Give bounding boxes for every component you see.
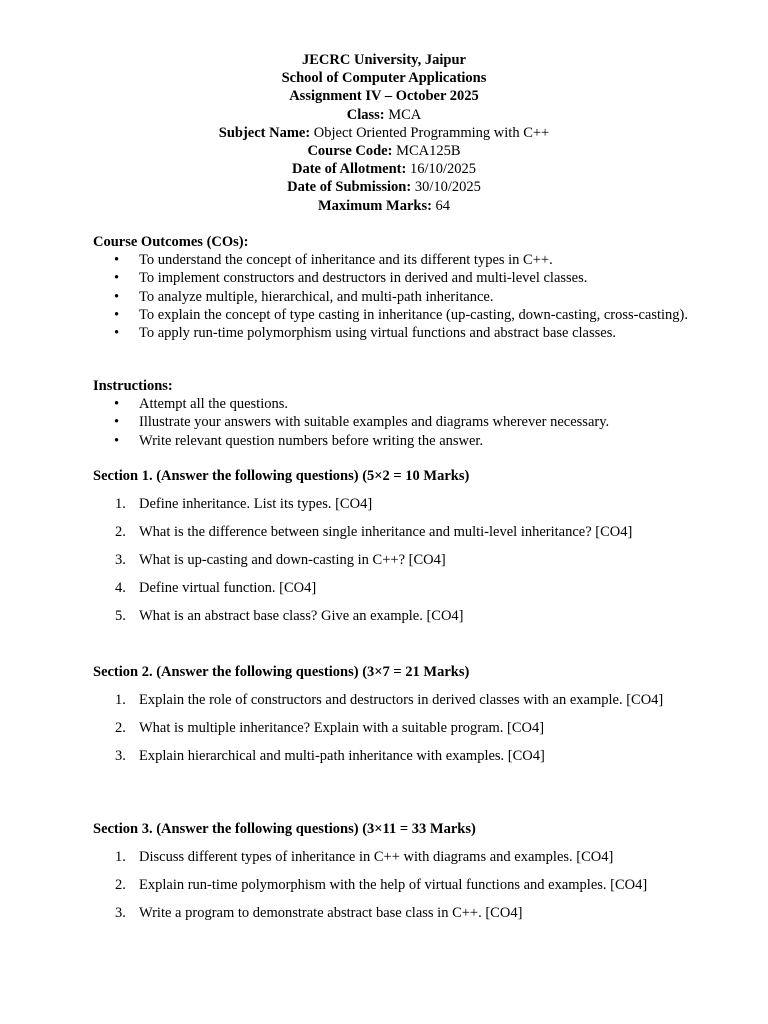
course-outcomes-list: [93, 251, 693, 342]
list-item-text: Attempt all the questions.: [139, 396, 289, 413]
question-number: 1.: [115, 849, 126, 866]
class-label: Class:: [346, 106, 385, 123]
submission-value: 30/10/2025: [411, 179, 481, 196]
question-number: 4.: [115, 580, 126, 597]
document-header: [0, 51, 768, 215]
question-text: Define virtual function. [CO4]: [139, 580, 317, 597]
list-item-text: To explain the concept of type casting in inheritance (up-casting, down-casting, cross-casting).: [139, 306, 689, 323]
question-text: Define inheritance. List its types. [CO4]: [139, 496, 373, 513]
question-text: Explain the role of constructors and destructors in derived classes with an example. [CO4]: [139, 692, 664, 709]
section-heading: Section 1. (Answer the following questions) (5×2 = 10 Marks): [93, 468, 470, 484]
list-item: [93, 288, 693, 306]
question-number: 2.: [115, 877, 126, 894]
bullet: •: [114, 432, 120, 449]
bullet: •: [114, 396, 120, 413]
question-text: Explain hierarchical and multi-path inheritance with examples. [CO4]: [139, 748, 545, 765]
question-number: 3.: [115, 748, 126, 765]
question-item: [93, 607, 693, 625]
subject-label: Subject Name:: [218, 124, 311, 141]
list-item: [93, 395, 693, 413]
section-1: [93, 467, 693, 625]
question-item: [93, 579, 693, 597]
question-number: 2.: [115, 524, 126, 541]
max-marks-value: 64: [431, 197, 451, 214]
section-heading: Section 2. (Answer the following questions) (3×7 = 21 Marks): [93, 664, 470, 680]
bullet: •: [114, 288, 120, 305]
instructions-heading: Instructions:: [93, 378, 173, 394]
question-number: 3.: [115, 905, 126, 922]
course-outcomes: [93, 233, 693, 342]
list-item: [93, 306, 693, 324]
school-name: School of Computer Applications: [281, 70, 487, 87]
list-item-text: To understand the concept of inheritance and its different types in C++.: [139, 252, 553, 269]
list-item: [93, 432, 693, 450]
allotment-value: 16/10/2025: [406, 161, 477, 178]
question-number: 1.: [115, 496, 126, 513]
question-item: [93, 691, 693, 709]
question-text: What is multiple inheritance? Explain with a suitable program. [CO4]: [139, 720, 545, 737]
instructions: [93, 377, 693, 450]
list-item: [93, 324, 693, 342]
question-text: Explain run-time polymorphism with the help of virtual functions and examples. [CO4]: [139, 877, 648, 894]
question-item: [93, 495, 693, 513]
list-item-text: To analyze multiple, hierarchical, and multi-path inheritance.: [139, 288, 494, 305]
bullet: •: [114, 325, 120, 342]
list-item: [93, 413, 693, 431]
subject-value: Object Oriented Programming with C++: [310, 124, 550, 141]
bullet: •: [114, 270, 120, 287]
question-item: [93, 523, 693, 541]
section-heading: Section 3. (Answer the following questions) (3×11 = 33 Marks): [93, 821, 476, 837]
question-number: 2.: [115, 720, 126, 737]
question-number: 5.: [115, 608, 126, 625]
bullet: •: [114, 414, 120, 431]
list-item-text: Write relevant question numbers before writing the answer.: [139, 432, 484, 449]
university-name: JECRC University, Jaipur: [302, 52, 466, 68]
question-text: What is an abstract base class? Give an example. [CO4]: [139, 608, 464, 625]
submission-label: Date of Submission:: [287, 179, 412, 196]
question-list: [93, 495, 693, 625]
course-code-label: Course Code:: [307, 142, 393, 159]
class-value: MCA: [384, 106, 422, 123]
allotment-line: [0, 160, 768, 178]
section-3: [93, 820, 693, 922]
max-marks-label: Maximum Marks:: [317, 197, 432, 214]
course-outcomes-heading: Course Outcomes (COs):: [93, 234, 249, 250]
question-item: [93, 876, 693, 894]
question-list: [93, 848, 693, 922]
submission-line: [0, 178, 768, 196]
list-item: [93, 269, 693, 287]
question-text: Discuss different types of inheritance in C++ with diagrams and examples. [CO4]: [139, 849, 614, 866]
question-text: Write a program to demonstrate abstract base class in C++. [CO4]: [139, 905, 523, 922]
list-item: [93, 251, 693, 269]
list-item-text: Illustrate your answers with suitable examples and diagrams wherever necessary.: [139, 414, 610, 431]
question-number: 3.: [115, 552, 126, 569]
question-item: [93, 719, 693, 737]
bullet: •: [114, 252, 120, 269]
section-2: [93, 663, 693, 765]
course-code-value: MCA125B: [392, 142, 461, 159]
max-marks-line: [0, 197, 768, 215]
question-number: 1.: [115, 692, 126, 709]
question-text: What is the difference between single inheritance and multi-level inheritance? [CO4]: [139, 524, 633, 541]
list-item-text: To apply run-time polymorphism using virtual functions and abstract base classes.: [139, 325, 616, 342]
instructions-list: [93, 395, 693, 450]
assignment-title: Assignment IV – October 2025: [289, 88, 479, 105]
question-item: [93, 747, 693, 765]
question-item: [93, 551, 693, 569]
subject-line: [0, 124, 768, 142]
list-item-text: To implement constructors and destructors in derived and multi-level classes.: [139, 270, 588, 287]
question-item: [93, 848, 693, 866]
question-list: [93, 691, 693, 765]
course-code-line: [0, 142, 768, 160]
allotment-label: Date of Allotment:: [291, 161, 407, 178]
question-item: [93, 904, 693, 922]
bullet: •: [114, 306, 120, 323]
question-text: What is up-casting and down-casting in C++? [CO4]: [139, 552, 446, 569]
class-line: [0, 106, 768, 124]
